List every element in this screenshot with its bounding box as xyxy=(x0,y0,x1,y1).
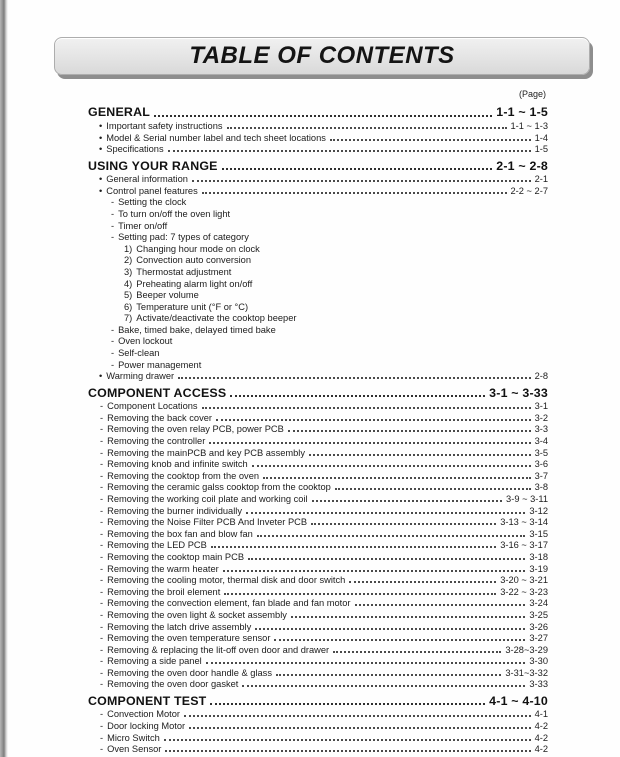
toc-page-number: 3-5 xyxy=(534,447,548,458)
toc-entry-label: Removing knob and infinite switch xyxy=(107,459,248,470)
toc-page-number: 3-24 xyxy=(529,598,548,609)
dotted-leader xyxy=(291,616,525,618)
toc-bullet: • xyxy=(99,174,103,185)
toc-entry-label: Convection Motor xyxy=(107,709,180,720)
toc-page-number: 3-27 xyxy=(529,633,548,644)
toc-bullet: - xyxy=(111,197,115,208)
toc-row xyxy=(88,323,548,335)
toc-row xyxy=(88,289,548,301)
toc-entry-label: USING YOUR RANGE xyxy=(88,158,218,173)
dotted-leader xyxy=(330,139,531,141)
dotted-leader xyxy=(257,535,526,537)
toc-bullet: - xyxy=(100,551,104,562)
toc-entry-label: Removing the LED PCB xyxy=(107,540,207,551)
toc-bullet: - xyxy=(100,528,104,539)
toc-page-number: 3-15 xyxy=(529,528,548,539)
toc-page-number: 2-2 ~ 2-7 xyxy=(510,185,548,196)
toc-bullet: • xyxy=(99,132,103,143)
toc-entry-label: COMPONENT ACCESS xyxy=(88,385,227,400)
toc-page-number: 3-1 ~ 3-33 xyxy=(489,385,548,400)
toc-bullet: 6) xyxy=(124,301,133,312)
toc-page-number: 3-18 xyxy=(529,551,548,562)
dotted-leader xyxy=(311,523,496,525)
dotted-leader xyxy=(230,395,485,397)
dotted-leader xyxy=(288,430,531,432)
toc-row xyxy=(88,370,548,382)
toc-page-number: 4-2 xyxy=(534,721,548,732)
toc-bullet: - xyxy=(100,575,104,586)
dotted-leader xyxy=(192,180,531,182)
toc-entry-label: Removing the mainPCB and key PCB assembly xyxy=(107,447,306,458)
toc-entry-label: Removing the oven relay PCB, power PCB xyxy=(107,424,284,435)
toc-entry-label: Oven lockout xyxy=(118,336,173,347)
toc-page-number: 3-22 ~ 3-23 xyxy=(500,586,548,597)
toc-entry-label: Preheating alarm light on/off xyxy=(136,278,253,289)
dotted-leader xyxy=(248,558,525,560)
toc-row xyxy=(88,708,548,720)
toc-row xyxy=(88,231,548,243)
toc-entry-label: Important safety instructions xyxy=(106,120,223,131)
toc-row xyxy=(88,411,548,423)
toc-page-number: 3-12 xyxy=(529,505,548,516)
toc-bullet: 4) xyxy=(124,278,133,289)
toc-row xyxy=(88,527,548,539)
toc-bullet: - xyxy=(111,348,115,359)
toc-row xyxy=(88,254,548,266)
toc-entry-label: GENERAL xyxy=(88,105,150,120)
toc-entry-label: Removing the cooling motor, thermal disk and door switch xyxy=(107,575,346,586)
toc-row xyxy=(88,469,548,481)
toc-entry-label: Removing the Noise Filter PCB And Inveter PCB xyxy=(107,517,308,528)
toc-bullet: - xyxy=(100,517,104,528)
dotted-leader xyxy=(189,727,530,729)
toc-row xyxy=(88,173,548,185)
dotted-leader xyxy=(154,115,492,117)
toc-bullet: - xyxy=(100,412,104,423)
toc-row xyxy=(88,423,548,435)
toc-entry-label: Removing the box fan and blow fan xyxy=(107,528,253,539)
toc-bullet: - xyxy=(100,540,104,551)
toc-page-number: 4-2 xyxy=(534,744,548,755)
toc-entry-label: Door locking Motor xyxy=(107,721,186,732)
toc-page-number: 1-4 xyxy=(534,132,548,143)
dotted-leader xyxy=(164,739,531,741)
dotted-leader xyxy=(216,419,531,421)
toc-entry-label: Micro Switch xyxy=(107,732,160,743)
toc-row xyxy=(88,574,548,586)
toc-bullet: - xyxy=(111,336,115,347)
toc-entry-label: General information xyxy=(106,174,188,185)
toc-entry-label: Removing the broil element xyxy=(107,586,221,597)
toc-row xyxy=(88,265,548,277)
toc-bullet: - xyxy=(100,505,104,516)
toc-page-number: 3-28~3-29 xyxy=(505,644,548,655)
dotted-leader xyxy=(274,639,525,641)
dotted-leader xyxy=(255,628,525,630)
toc-entry-label: Removing the oven door handle & glass xyxy=(107,667,272,678)
toc-page-number: 3-2 xyxy=(534,412,548,423)
toc-bullet: - xyxy=(100,709,104,720)
toc-row xyxy=(88,643,548,655)
toc-page-number: 3-25 xyxy=(529,609,548,620)
dotted-leader xyxy=(211,546,496,548)
toc-row xyxy=(88,196,548,208)
toc-entry-label: Removing the burner individually xyxy=(107,505,242,516)
toc-row xyxy=(88,516,548,528)
toc-entry-label: To turn on/off the oven light xyxy=(118,208,231,219)
toc-row xyxy=(88,458,548,470)
toc-bullet: - xyxy=(100,470,104,481)
toc-bullet: - xyxy=(111,232,115,243)
toc-entry-label: Oven Sensor xyxy=(107,744,162,755)
toc-section-heading xyxy=(88,693,548,708)
dotted-leader xyxy=(202,407,531,409)
page-title-banner xyxy=(54,37,590,75)
toc-row xyxy=(88,492,548,504)
toc-row xyxy=(88,242,548,254)
dotted-leader xyxy=(335,488,531,490)
toc-row xyxy=(88,719,548,731)
toc-entry-label: Warming drawer xyxy=(106,371,175,382)
toc-entry-label: Removing the cooktop main PCB xyxy=(107,551,245,562)
dotted-leader xyxy=(355,604,526,606)
dotted-leader xyxy=(165,750,530,752)
dotted-leader xyxy=(252,465,531,467)
toc-bullet: - xyxy=(100,667,104,678)
toc-entry-label: Power management xyxy=(118,359,202,370)
toc-row xyxy=(88,434,548,446)
toc-entry-label: Specifications xyxy=(106,144,164,155)
dotted-leader xyxy=(333,651,501,653)
toc-entry-label: Component Locations xyxy=(107,401,198,412)
toc-row xyxy=(88,207,548,219)
toc-section-heading xyxy=(88,158,548,173)
dotted-leader xyxy=(206,662,526,664)
toc-page-number: 2-1 ~ 2-8 xyxy=(496,158,548,173)
dotted-leader xyxy=(202,192,507,194)
toc-bullet: 3) xyxy=(124,266,133,277)
dotted-leader xyxy=(224,593,496,595)
toc-entry-label: Removing a side panel xyxy=(107,656,202,667)
dotted-leader xyxy=(312,500,502,502)
toc-entry-label: Thermostat adjustment xyxy=(136,266,232,277)
toc-page-number: 4-1 ~ 4-10 xyxy=(489,693,548,708)
toc-page-number: 3-31~3-32 xyxy=(505,667,548,678)
toc-page-number: 2-8 xyxy=(534,371,548,382)
toc-entry-label: Beeper volume xyxy=(136,290,199,301)
toc-page-number: 1-1 ~ 1-3 xyxy=(510,120,548,131)
toc-row xyxy=(88,346,548,358)
toc-row xyxy=(88,562,548,574)
toc-page-number: 3-16 ~ 3-17 xyxy=(500,540,548,551)
toc-page-number: 4-1 xyxy=(534,709,548,720)
toc-bullet: - xyxy=(100,493,104,504)
toc-bullet: - xyxy=(100,744,104,755)
toc-page-number: 3-19 xyxy=(529,563,548,574)
toc-page-number: 4-2 xyxy=(534,732,548,743)
toc-page-number: 3-3 xyxy=(534,424,548,435)
toc-row xyxy=(88,666,548,678)
toc-bullet: - xyxy=(100,633,104,644)
dotted-leader xyxy=(168,150,531,152)
dotted-leader xyxy=(263,477,531,479)
dotted-leader xyxy=(246,512,525,514)
toc-entry-label: Removing the warm heater xyxy=(107,563,219,574)
toc-bullet: - xyxy=(100,586,104,597)
toc-row xyxy=(88,539,548,551)
toc-entry-label: Removing & replacing the lit-off oven door and drawer xyxy=(107,644,330,655)
toc-row xyxy=(88,731,548,743)
page-column-label: (Page) xyxy=(518,89,546,99)
toc-row xyxy=(88,550,548,562)
toc-page-number: 1-5 xyxy=(534,144,548,155)
toc-bullet: - xyxy=(111,208,115,219)
toc-entry-label: COMPONENT TEST xyxy=(88,693,207,708)
toc-row xyxy=(88,184,548,196)
toc-row xyxy=(88,400,548,412)
toc-bullet: - xyxy=(100,447,104,458)
toc-page-number: 3-26 xyxy=(529,621,548,632)
toc-row xyxy=(88,277,548,289)
toc-row xyxy=(88,358,548,370)
toc-row xyxy=(88,131,548,143)
toc-bullet: - xyxy=(100,656,104,667)
toc-row xyxy=(88,312,548,324)
toc-bullet: • xyxy=(99,371,103,382)
toc-row xyxy=(88,608,548,620)
toc-entry-label: Setting the clock xyxy=(118,197,187,208)
toc-bullet: • xyxy=(99,185,103,196)
toc-row xyxy=(88,481,548,493)
toc-page-number: 3-13 ~ 3-14 xyxy=(500,517,548,528)
dotted-leader xyxy=(276,674,501,676)
toc-entry-label: Model & Serial number label and tech sheet locations xyxy=(106,132,326,143)
toc-row xyxy=(88,219,548,231)
toc-row xyxy=(88,504,548,516)
toc-bullet: - xyxy=(100,721,104,732)
toc-page-number: 3-4 xyxy=(534,436,548,447)
toc-bullet: - xyxy=(100,424,104,435)
toc-entry-label: Removing the cooktop from the oven xyxy=(107,470,260,481)
toc-entry-label: Removing the oven door gasket xyxy=(107,679,239,690)
toc-bullet: - xyxy=(100,598,104,609)
toc-entry-label: Removing the oven temperature sensor xyxy=(107,633,271,644)
toc-page-number: 3-33 xyxy=(529,679,548,690)
toc-bullet: • xyxy=(99,144,103,155)
toc-bullet: - xyxy=(100,644,104,655)
toc-row xyxy=(88,335,548,347)
toc-page-number: 3-1 xyxy=(534,401,548,412)
toc-row xyxy=(88,632,548,644)
toc-page-number: 3-6 xyxy=(534,459,548,470)
toc-bullet: - xyxy=(100,436,104,447)
toc-entry-label: Timer on/off xyxy=(118,220,168,231)
toc-entry-label: Activate/deactivate the cooktop beeper xyxy=(136,313,297,324)
toc-entry-label: Convection auto conversion xyxy=(136,255,252,266)
toc-page-number: 2-1 xyxy=(534,174,548,185)
toc-entry-label: Control panel features xyxy=(106,185,198,196)
toc-row xyxy=(88,743,548,755)
toc-page-number: 1-1 ~ 1-5 xyxy=(496,105,548,120)
toc-entry-label: Setting pad: 7 types of category xyxy=(118,232,249,243)
dotted-leader xyxy=(309,454,531,456)
toc-page-number: 3-7 xyxy=(534,470,548,481)
toc-bullet: - xyxy=(111,359,115,370)
toc-bullet: 2) xyxy=(124,255,133,266)
toc-page-number: 3-9 ~ 3-11 xyxy=(506,493,548,504)
toc-row xyxy=(88,143,548,155)
toc-row xyxy=(88,620,548,632)
toc-entry-label: Removing the oven light & socket assembly xyxy=(107,609,287,620)
toc-entry-label: Removing the controller xyxy=(107,436,206,447)
dotted-leader xyxy=(223,570,526,572)
dotted-leader xyxy=(210,703,485,705)
toc-bullet: - xyxy=(100,732,104,743)
toc-row xyxy=(88,119,548,131)
toc-row xyxy=(88,597,548,609)
toc-list xyxy=(88,101,548,754)
toc-page-number: 3-20 ~ 3-21 xyxy=(500,575,548,586)
toc-bullet: - xyxy=(111,324,115,335)
toc-bullet: 7) xyxy=(124,313,133,324)
dotted-leader xyxy=(242,685,525,687)
toc-section-heading xyxy=(88,104,548,119)
toc-bullet: - xyxy=(100,401,104,412)
toc-row xyxy=(88,446,548,458)
dotted-leader xyxy=(209,442,530,444)
dotted-leader xyxy=(184,715,531,717)
dotted-leader xyxy=(227,127,507,129)
page-title: TABLE OF CONTENTS xyxy=(189,42,455,69)
toc-bullet: - xyxy=(100,621,104,632)
toc-entry-label: Changing hour mode on clock xyxy=(136,243,260,254)
dotted-leader xyxy=(349,581,496,583)
toc-entry-label: Temperature unit (°F or °C) xyxy=(136,301,249,312)
toc-row xyxy=(88,300,548,312)
toc-bullet: - xyxy=(100,679,104,690)
toc-bullet: 5) xyxy=(124,290,133,301)
toc-bullet: - xyxy=(100,459,104,470)
dotted-leader xyxy=(178,377,530,379)
dotted-leader xyxy=(222,168,493,170)
toc-bullet: - xyxy=(100,482,104,493)
toc-section-heading xyxy=(88,385,548,400)
toc-entry-label: Removing the working coil plate and working coil xyxy=(107,493,308,504)
toc-entry-label: Removing the back cover xyxy=(107,412,213,423)
toc-row xyxy=(88,655,548,667)
toc-bullet: - xyxy=(100,609,104,620)
toc-entry-label: Removing the ceramic galss cooktop from the cooktop xyxy=(107,482,331,493)
toc-entry-label: Self-clean xyxy=(118,348,160,359)
toc-entry-label: Removing the latch drive assembly xyxy=(107,621,252,632)
toc-row xyxy=(88,678,548,690)
toc-entry-label: Bake, timed bake, delayed timed bake xyxy=(118,324,276,335)
toc-bullet: • xyxy=(99,120,103,131)
toc-page-number: 3-30 xyxy=(529,656,548,667)
toc-bullet: 1) xyxy=(124,243,133,254)
scan-edge xyxy=(0,0,8,757)
toc-bullet: - xyxy=(100,563,104,574)
toc-bullet: - xyxy=(111,220,115,231)
toc-row xyxy=(88,585,548,597)
toc-page-number: 3-8 xyxy=(534,482,548,493)
toc-entry-label: Removing the convection element, fan blade and fan motor xyxy=(107,598,351,609)
